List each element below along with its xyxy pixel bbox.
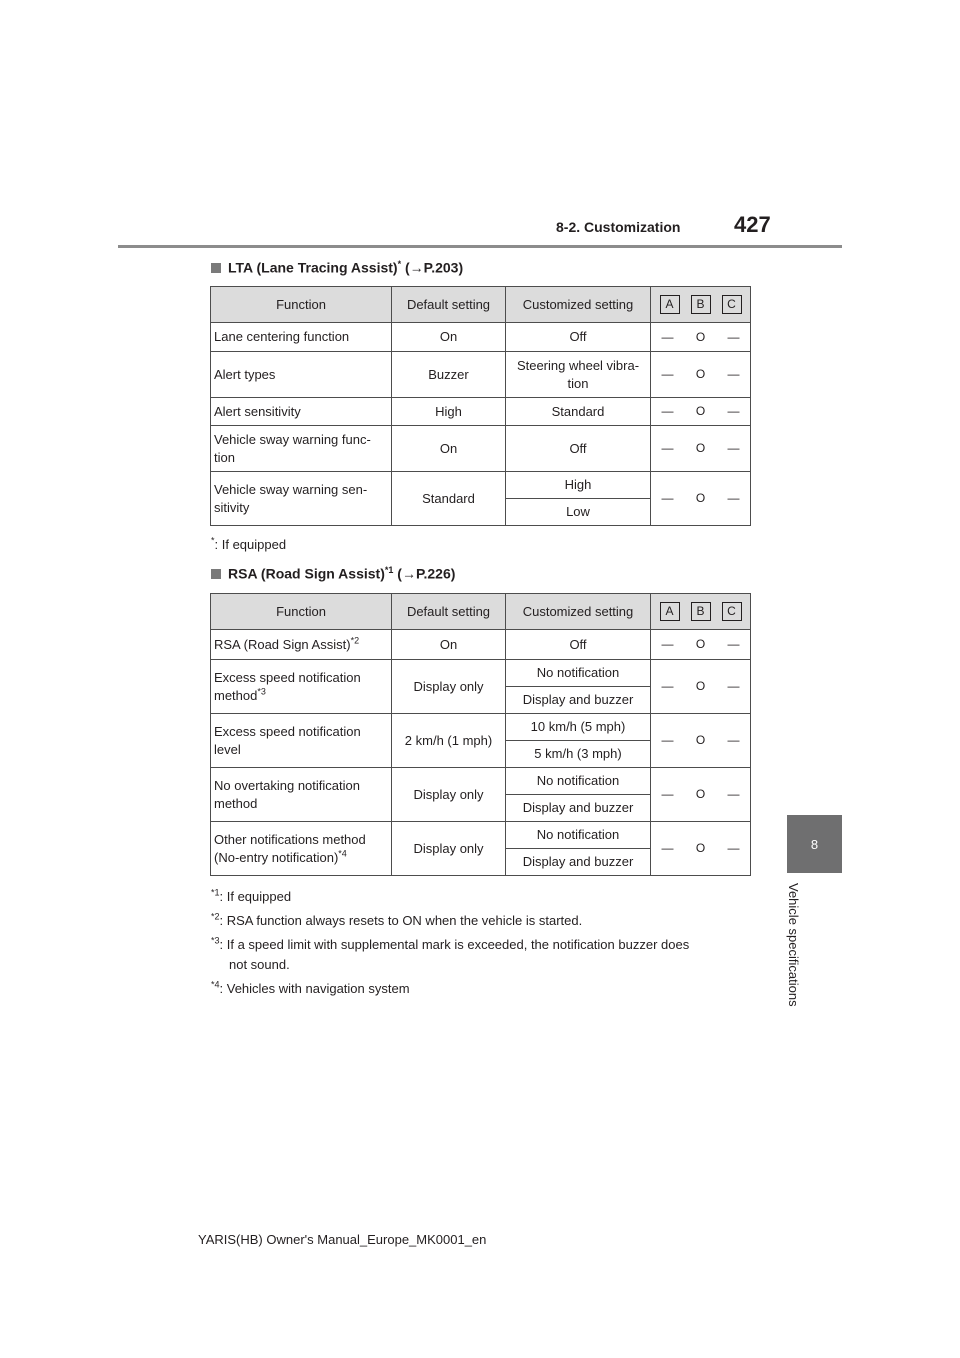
function-cell	[211, 660, 392, 714]
footnote	[211, 911, 689, 931]
rsa-section-title	[211, 565, 455, 582]
method-a-label: A	[660, 295, 680, 314]
function-cell	[211, 398, 392, 426]
method-c-value: —	[727, 841, 740, 855]
footnote	[211, 979, 689, 999]
table-row	[211, 323, 751, 352]
method-c-value: —	[727, 679, 740, 693]
lta-notes	[211, 535, 286, 555]
lta-title-footnote: *	[397, 259, 402, 269]
method-a-value: —	[661, 491, 674, 505]
method-b-value: O	[695, 787, 706, 801]
lta-section-title	[211, 259, 463, 276]
method-availability-cell	[651, 714, 751, 768]
footnote-mark: *3	[211, 935, 220, 946]
footnote-text: : RSA function always resets to ON when the vehicle is started.	[219, 913, 583, 928]
lta-table-body	[211, 323, 751, 526]
chapter-title	[787, 883, 803, 1033]
rsa-page-reference[interactable]: (→P.226)	[397, 565, 456, 582]
method-c-label: C	[722, 295, 742, 314]
default-setting-cell: On	[392, 323, 506, 352]
function-footnote: *3	[257, 686, 266, 697]
method-c-value: —	[727, 367, 740, 381]
lta-settings-table	[210, 286, 751, 526]
customized-setting-cell: No notification	[506, 660, 651, 687]
footnote-text: : Vehicles with navigation system	[219, 981, 410, 996]
function-text: Vehicle sway warning sen- sitivity	[214, 481, 368, 515]
default-setting-cell: Buzzer	[392, 352, 506, 398]
method-c-value: —	[727, 637, 740, 651]
rsa-settings-table	[210, 593, 751, 876]
function-header: Function	[211, 287, 392, 323]
function-header: Function	[211, 594, 392, 630]
footnote-mark: *	[211, 535, 215, 546]
method-b-value: O	[695, 733, 706, 747]
method-availability-cell	[651, 352, 751, 398]
method-availability	[651, 440, 750, 457]
table-row	[211, 398, 751, 426]
method-b-value: O	[695, 367, 706, 381]
method-a-label: A	[660, 602, 680, 621]
function-cell	[211, 352, 392, 398]
customized-setting-cell: No notification	[506, 768, 651, 795]
function-text: RSA (Road Sign Assist)	[214, 636, 351, 652]
customized-setting-cell: 10 km/h (5 mph)	[506, 714, 651, 741]
function-cell	[211, 630, 392, 660]
customized-setting-cell: 5 km/h (3 mph)	[506, 741, 651, 768]
method-abc-header	[651, 287, 751, 323]
function-text: No overtaking notification method	[214, 777, 360, 811]
method-abc-header	[651, 594, 751, 630]
function-text: Excess speed notification level	[214, 723, 361, 757]
default-setting-cell: High	[392, 398, 506, 426]
footnote	[211, 535, 286, 555]
method-availability-cell	[651, 323, 751, 352]
default-setting-cell: Display only	[392, 822, 506, 876]
table-row	[211, 714, 751, 741]
rsa-title-footnote: *1	[384, 565, 394, 575]
default-setting-cell: Display only	[392, 660, 506, 714]
table-row	[211, 630, 751, 660]
footnote-text: : If equipped	[219, 889, 292, 904]
method-availability	[651, 786, 750, 803]
default-setting-cell: On	[392, 630, 506, 660]
method-b-value: O	[695, 679, 706, 693]
customized-setting-cell: No notification	[506, 822, 651, 849]
method-b-label: B	[691, 295, 711, 314]
customized-setting-cell: Steering wheel vibra- tion	[506, 352, 651, 398]
lta-page-reference[interactable]: (→P.203)	[405, 259, 464, 276]
function-text: Lane centering function	[214, 329, 350, 344]
method-b-value: O	[695, 404, 706, 418]
customized-setting-cell: Off	[506, 323, 651, 352]
method-availability-cell	[651, 630, 751, 660]
method-availability-cell	[651, 822, 751, 876]
method-availability	[651, 636, 750, 653]
lta-title-text: LTA (Lane Tracing Assist)	[228, 259, 398, 276]
table-row	[211, 660, 751, 687]
method-a-value: —	[661, 637, 674, 651]
table-row	[211, 426, 751, 472]
function-cell	[211, 426, 392, 472]
method-availability-cell	[651, 426, 751, 472]
table-row	[211, 822, 751, 849]
method-c-value: —	[727, 329, 740, 344]
table-row	[211, 768, 751, 795]
function-footnote: *4	[338, 848, 347, 859]
footnote-continuation: not sound.	[229, 957, 290, 972]
customized-setting-cell: Standard	[506, 398, 651, 426]
method-availability	[651, 329, 750, 346]
default-setting-header: Default setting	[392, 594, 506, 630]
footnote-text: : If a speed limit with supplemental mark is exceeded, the notification buzzer does	[219, 937, 690, 952]
table-row	[211, 472, 751, 499]
footnote	[211, 935, 689, 975]
square-bullet-icon	[211, 263, 221, 273]
function-text: Excess speed notification method	[214, 669, 361, 703]
method-b-label: B	[691, 602, 711, 621]
default-setting-cell: On	[392, 426, 506, 472]
customized-setting-cell: Off	[506, 426, 651, 472]
function-cell	[211, 768, 392, 822]
customized-setting-cell: Display and buzzer	[506, 795, 651, 822]
customized-setting-cell: High	[506, 472, 651, 499]
method-a-value: —	[661, 404, 674, 418]
method-availability	[651, 403, 750, 420]
footnote	[211, 887, 689, 907]
default-setting-cell: Display only	[392, 768, 506, 822]
method-a-value: —	[661, 329, 674, 344]
method-availability	[651, 490, 750, 507]
method-c-value: —	[727, 787, 740, 801]
footnote-text: : If equipped	[214, 537, 287, 552]
function-text: Vehicle sway warning func- tion	[214, 431, 371, 465]
page-number: 427	[734, 212, 771, 237]
method-availability-cell	[651, 398, 751, 426]
method-b-value: O	[695, 841, 706, 855]
method-availability	[651, 840, 750, 857]
method-availability-cell	[651, 472, 751, 526]
function-cell	[211, 714, 392, 768]
customized-setting-cell: Low	[506, 499, 651, 526]
customized-setting-header: Customized setting	[506, 594, 651, 630]
method-c-value: —	[727, 491, 740, 505]
method-c-value: —	[727, 733, 740, 747]
method-b-value: O	[695, 491, 706, 505]
header-divider	[118, 245, 842, 248]
method-a-value: —	[661, 787, 674, 801]
method-c-label: C	[722, 602, 742, 621]
customized-setting-cell: Off	[506, 630, 651, 660]
method-availability	[651, 732, 750, 749]
rsa-table-body	[211, 630, 751, 876]
customized-setting-cell: Display and buzzer	[506, 687, 651, 714]
method-a-value: —	[661, 679, 674, 693]
function-text: Alert sensitivity	[214, 403, 301, 419]
method-b-value: O	[695, 329, 706, 344]
default-setting-cell: 2 km/h (1 mph)	[392, 714, 506, 768]
function-footnote: *2	[350, 635, 360, 646]
manual-footer: YARIS(HB) Owner's Manual_Europe_MK0001_en	[198, 1232, 487, 1247]
function-text: Alert types	[214, 366, 276, 382]
section-label: 8-2. Customization	[556, 219, 681, 235]
method-a-value: —	[661, 841, 674, 855]
method-b-value: O	[695, 441, 706, 455]
page-header	[0, 0, 960, 260]
customized-setting-header: Customized setting	[506, 287, 651, 323]
function-cell	[211, 822, 392, 876]
footnote-mark: *4	[211, 979, 220, 990]
footnote-mark: *1	[211, 887, 220, 898]
method-availability	[651, 366, 750, 383]
method-a-value: —	[661, 733, 674, 747]
method-a-value: —	[661, 441, 674, 455]
function-cell	[211, 472, 392, 526]
square-bullet-icon	[211, 569, 221, 579]
chapter-tab[interactable]: 8	[787, 815, 842, 873]
customized-setting-cell: Display and buzzer	[506, 849, 651, 876]
method-b-value: O	[695, 637, 706, 651]
chapter-title-text: Vehicle specifications	[786, 883, 801, 1007]
method-c-value: —	[727, 404, 740, 418]
footnote-mark: *2	[211, 911, 220, 922]
method-availability-cell	[651, 768, 751, 822]
default-setting-header: Default setting	[392, 287, 506, 323]
table-row	[211, 352, 751, 398]
method-c-value: —	[727, 441, 740, 455]
rsa-title-text: RSA (Road Sign Assist)	[228, 565, 385, 582]
default-setting-cell: Standard	[392, 472, 506, 526]
method-a-value: —	[661, 367, 674, 381]
function-cell	[211, 323, 392, 352]
rsa-notes	[211, 887, 689, 999]
function-text: Other notifications method (No-entry notification)	[214, 831, 366, 865]
method-availability-cell	[651, 660, 751, 714]
method-availability	[651, 678, 750, 695]
